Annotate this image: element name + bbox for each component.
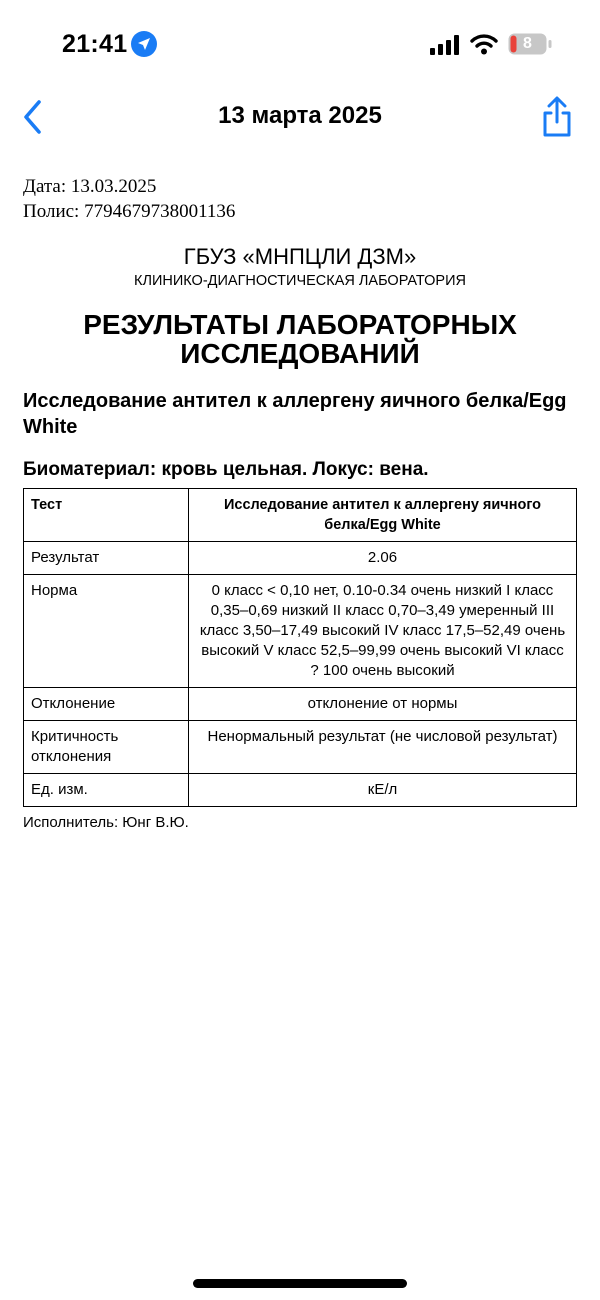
share-icon[interactable] — [540, 96, 574, 138]
row-label: Отклонение — [24, 688, 189, 721]
row-label: Ед. изм. — [24, 774, 189, 807]
table-row-units — [24, 774, 577, 807]
biomaterial-line: Биоматериал: кровь цельная. Локус: вена. — [23, 459, 429, 480]
row-value: 0 класс < 0,10 нет, 0.10-0.34 очень низкий I класс 0,35–0,69 низкий II класс 0,70–3,49 умеренный III класс 3,50–17,49 высокий IV класс 17,5–52,49 очень высокий V класс 52,5–99,99 очень высокий VI класс ? 100 очень высокий — [189, 575, 577, 688]
row-label: Норма — [24, 575, 189, 688]
status-time: 21:41 — [62, 30, 128, 58]
organization-subtitle: КЛИНИКО-ДИАГНОСТИЧЕСКАЯ ЛАБОРАТОРИЯ — [134, 273, 466, 289]
policy-number: Полис: 7794679738001136 — [23, 201, 236, 222]
cellular-signal-icon — [430, 35, 462, 55]
table-row-result — [24, 542, 577, 575]
home-indicator[interactable] — [193, 1279, 407, 1288]
report-date: Дата: 13.03.2025 — [23, 176, 157, 197]
organization-name: ГБУЗ «МНПЦЛИ ДЗМ» — [183, 244, 417, 269]
row-label: Результат — [24, 542, 189, 575]
battery-level: 8 — [523, 35, 532, 52]
report-title: РЕЗУЛЬТАТЫ ЛАБОРАТОРНЫХ ИССЛЕДОВАНИЙ — [83, 309, 517, 369]
wifi-icon — [470, 33, 498, 55]
table-header-value: Исследование антител к аллергену яичного белка/Egg White — [189, 489, 577, 542]
performer: Исполнитель: Юнг В.Ю. — [23, 814, 189, 831]
row-label: Критичность отклонения — [24, 721, 189, 774]
status-bar — [0, 0, 600, 90]
nav-title: 13 марта 2025 — [218, 102, 382, 129]
results-table — [23, 488, 577, 807]
table-header-label: Тест — [24, 489, 189, 542]
row-value: отклонение от нормы — [189, 688, 577, 721]
row-value: 2.06 — [189, 542, 577, 575]
table-header-row — [24, 489, 577, 542]
lab-report — [23, 174, 577, 831]
table-row-deviation — [24, 688, 577, 721]
study-title: Исследование антител к аллергену яичного белка/Egg White — [23, 390, 567, 438]
table-row-norm — [24, 575, 577, 688]
row-value: Ненормальный результат (не числовой результат) — [189, 721, 577, 774]
nav-bar — [0, 90, 600, 150]
table-row-criticality — [24, 721, 577, 774]
location-arrow-icon — [131, 31, 157, 57]
row-value: кЕ/л — [189, 774, 577, 807]
